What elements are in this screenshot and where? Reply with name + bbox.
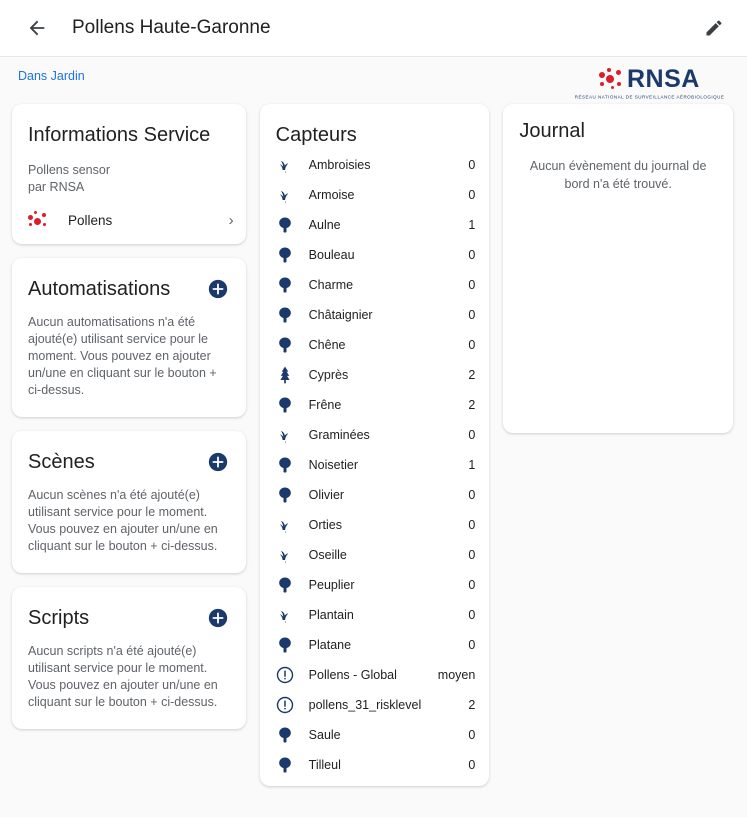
card-scenes-head: [12, 431, 246, 477]
card-info-service-subtext: [12, 150, 246, 200]
card-info-service-title: Informations Service: [28, 124, 211, 146]
sensor-name: Plantain: [308, 608, 354, 622]
sensor-value: 0: [468, 158, 476, 172]
sensor-value: 2: [468, 398, 476, 412]
card-journal-title: Journal: [519, 120, 585, 142]
grass-icon: [274, 424, 296, 446]
sensor-name: Pollens - Global: [308, 668, 397, 682]
grass-icon: [274, 154, 296, 176]
card-scenes-body: Aucun scènes n'a été ajouté(e) utilisant service pour le moment. Vous pouvez en ajouter un/une en cliquant sur le bouton + ci-dessus.: [28, 488, 218, 553]
rnsa-logo: [574, 65, 725, 100]
card-scenes: [12, 431, 246, 573]
sensor-row[interactable]: [260, 180, 490, 210]
sensor-name: Chêne: [308, 338, 346, 352]
sensor-row[interactable]: [260, 540, 490, 570]
sensor-name: Saule: [308, 728, 341, 742]
sensor-value: 0: [468, 758, 476, 772]
edit-button[interactable]: [695, 9, 733, 47]
sensor-row[interactable]: [260, 270, 490, 300]
grass-icon: [274, 544, 296, 566]
sensor-name: Châtaignier: [308, 308, 373, 322]
pine-icon: [274, 364, 296, 386]
sensor-value: 0: [468, 338, 476, 352]
sensor-value: 0: [468, 518, 476, 532]
card-scripts-title: Scripts: [28, 607, 90, 629]
card-sensors: [260, 104, 490, 786]
tree-icon: [274, 754, 296, 776]
sensor-value: 0: [468, 428, 476, 442]
sensor-row[interactable]: [260, 720, 490, 750]
content-columns: [0, 104, 747, 786]
sensor-value: moyen: [437, 668, 476, 682]
sensor-value: 0: [468, 308, 476, 322]
chevron-right-icon: ›: [228, 211, 234, 229]
sensor-row[interactable]: [260, 510, 490, 540]
plus-circle-icon: [207, 607, 229, 629]
sensor-row[interactable]: [260, 210, 490, 240]
sensor-name: Oseille: [308, 548, 347, 562]
alert-icon: [274, 664, 296, 686]
page-title: Pollens Haute-Garonne: [72, 17, 271, 38]
sensor-value: 0: [468, 548, 476, 562]
card-journal: [503, 104, 733, 433]
sensor-value: 0: [468, 188, 476, 202]
card-info-service: [12, 104, 246, 244]
sensor-value: 0: [468, 488, 476, 502]
card-automations: [12, 258, 246, 417]
sensor-name: pollens_31_risklevel: [308, 698, 422, 712]
sensor-row[interactable]: [260, 600, 490, 630]
sensor-name: Orties: [308, 518, 342, 532]
sensor-name: Platane: [308, 638, 352, 652]
rnsa-small-logo-icon: [28, 210, 54, 230]
tree-icon: [274, 634, 296, 656]
card-scripts-head: [12, 587, 246, 633]
rnsa-dots-icon: [599, 68, 625, 92]
card-sensors-title: Capteurs: [275, 124, 357, 146]
info-service-entry[interactable]: [12, 200, 246, 244]
sensor-value: 0: [468, 728, 476, 742]
sensor-row[interactable]: [260, 660, 490, 690]
add-script-button[interactable]: [206, 606, 230, 630]
sensor-row[interactable]: [260, 330, 490, 360]
sensor-list: [260, 150, 490, 786]
sensor-name: Aulne: [308, 218, 341, 232]
sensor-name: Frêne: [308, 398, 342, 412]
sensor-name: Peuplier: [308, 578, 355, 592]
info-service-line1: Pollens sensor: [28, 163, 110, 177]
sensor-row[interactable]: [260, 390, 490, 420]
sensor-value: 0: [468, 608, 476, 622]
sensor-value: 1: [468, 218, 476, 232]
tree-icon: [274, 574, 296, 596]
sensor-value: 2: [468, 698, 476, 712]
sensor-row[interactable]: [260, 690, 490, 720]
sensor-name: Armoise: [308, 188, 355, 202]
alert-icon: [274, 694, 296, 716]
sensor-row[interactable]: [260, 630, 490, 660]
sensor-row[interactable]: [260, 570, 490, 600]
left-column: [12, 104, 246, 729]
sensor-value: 0: [468, 578, 476, 592]
tree-icon: [274, 244, 296, 266]
card-scenes-title: Scènes: [28, 451, 95, 473]
plus-circle-icon: [207, 278, 229, 300]
grass-icon: [274, 184, 296, 206]
rnsa-logo-main: [599, 65, 700, 94]
sensor-name: Noisetier: [308, 458, 358, 472]
card-scripts: [12, 587, 246, 729]
card-automations-head: [12, 258, 246, 304]
pencil-icon: [704, 18, 724, 38]
tree-icon: [274, 304, 296, 326]
tree-icon: [274, 334, 296, 356]
rnsa-wordmark: RNSA: [626, 65, 700, 93]
add-scene-button[interactable]: [206, 450, 230, 474]
tree-icon: [274, 454, 296, 476]
sensor-name: Olivier: [308, 488, 345, 502]
sensor-value: 0: [468, 638, 476, 652]
right-column: [503, 104, 733, 433]
sensor-value: 0: [468, 278, 476, 292]
arrow-left-icon: [26, 17, 48, 39]
plus-circle-icon: [207, 451, 229, 473]
back-button[interactable]: [18, 9, 56, 47]
sensor-row[interactable]: [260, 450, 490, 480]
breadcrumb-row: [0, 57, 747, 104]
grass-icon: [274, 514, 296, 536]
app-header: [0, 0, 747, 57]
sensor-row[interactable]: [260, 420, 490, 450]
rnsa-tagline: RÉSEAU NATIONAL DE SURVEILLANCE AÉROBIOLOGIQUE: [574, 94, 725, 100]
info-service-line2: par RNSA: [28, 180, 85, 194]
card-journal-empty-text: Aucun évènement du journal de bord n'a été trouvé.: [529, 159, 707, 191]
info-service-entry-label: Pollens: [68, 212, 113, 228]
sensor-name: Ambroisies: [308, 158, 371, 172]
middle-column: [260, 104, 490, 786]
sensor-name: Bouleau: [308, 248, 355, 262]
sensor-value: 1: [468, 458, 476, 472]
card-info-service-head: [12, 104, 246, 150]
sensor-value: 0: [468, 248, 476, 262]
sensor-row[interactable]: [260, 750, 490, 780]
tree-icon: [274, 484, 296, 506]
card-automations-title: Automatisations: [28, 278, 171, 300]
card-automations-body: Aucun automatisations n'a été ajouté(e) utilisant service pour le moment. Vous pouvez en ajouter un/une en cliquant sur le bouton + ci-dessus.: [28, 315, 217, 397]
sensor-row[interactable]: [260, 300, 490, 330]
sensor-name: Cyprès: [308, 368, 349, 382]
sensor-name: Graminées: [308, 428, 370, 442]
tree-icon: [274, 394, 296, 416]
grass-icon: [274, 604, 296, 626]
sensor-row[interactable]: [260, 240, 490, 270]
tree-icon: [274, 214, 296, 236]
card-scripts-body: Aucun scripts n'a été ajouté(e) utilisant service pour le moment. Vous pouvez en ajouter un/une en cliquant sur le bouton + ci-dessus.: [28, 644, 218, 709]
sensor-row[interactable]: [260, 480, 490, 510]
sensor-name: Charme: [308, 278, 354, 292]
tree-icon: [274, 274, 296, 296]
sensor-row[interactable]: [260, 360, 490, 390]
sensor-row[interactable]: [260, 150, 490, 180]
breadcrumb[interactable]: Dans Jardin: [18, 69, 85, 83]
tree-icon: [274, 724, 296, 746]
sensor-name: Tilleul: [308, 758, 341, 772]
add-automation-button[interactable]: [206, 277, 230, 301]
sensor-value: 2: [468, 368, 476, 382]
card-sensors-head: [260, 104, 490, 150]
